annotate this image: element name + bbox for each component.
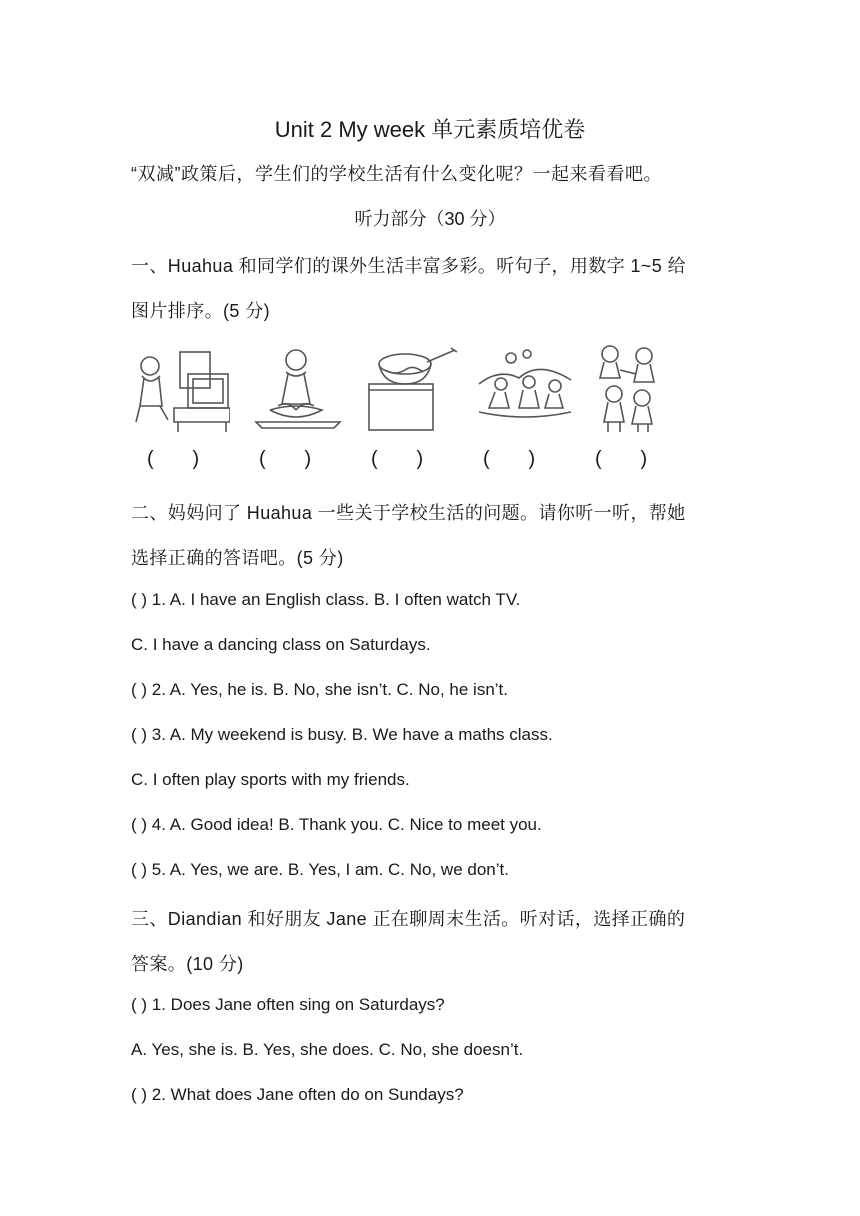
section2-question-2: ( ) 2. A. Yes, he is. B. No, she isn’t. C. No, he isn’t. — [131, 680, 509, 699]
answer-blank-2[interactable]: ( ) — [259, 448, 312, 470]
section2-question-1-option-c: C. I have a dancing class on Saturdays. — [131, 635, 431, 654]
section1-heading-line1: 一、Huahua 和同学们的课外生活丰富多彩。听句子，用数字 1~5 给 — [131, 256, 686, 276]
section2-heading-line1: 二、妈妈问了 Huahua 一些关于学校生活的问题。请你听一听，帮她 — [131, 503, 686, 523]
section2-question-4: ( ) 4. A. Good idea! B. Thank you. C. Nice to meet you. — [131, 815, 542, 834]
section2-question-3: ( ) 3. A. My weekend is busy. B. We have a maths class. — [131, 725, 553, 744]
section2-heading-line2: 选择正确的答语吧。(5 分) — [131, 548, 344, 568]
page-title: Unit 2 My week 单元素质培优卷 — [274, 117, 586, 142]
answer-blank-3[interactable]: ( ) — [371, 448, 424, 470]
section1-heading-line2: 图片排序。(5 分) — [131, 301, 270, 321]
answer-blank-1[interactable]: ( ) — [147, 448, 200, 470]
answer-blank-4[interactable]: ( ) — [483, 448, 536, 470]
section2-question-3-option-c: C. I often play sports with my friends. — [131, 770, 410, 789]
girl-watching-tv-picture — [130, 344, 230, 436]
section3-heading-line1: 三、Diandian 和好朋友 Jane 正在聊周末生活。听对话，选择正确的 — [131, 909, 686, 929]
girl-washing-picture — [248, 344, 348, 436]
section3-question-1-options: A. Yes, she is. B. Yes, she does. C. No, she doesn’t. — [131, 1040, 524, 1059]
answer-blank-5[interactable]: ( ) — [595, 448, 648, 470]
intro-text: “双减”政策后，学生们的学校生活有什么变化呢？一起来看看吧。 — [131, 164, 662, 184]
section2-question-5: ( ) 5. A. Yes, we are. B. Yes, I am. C. No, we don’t. — [131, 860, 509, 879]
cooking-pot-picture — [365, 344, 465, 436]
picture-row — [130, 344, 690, 436]
section3-question-2: ( ) 2. What does Jane often do on Sundays? — [131, 1085, 464, 1104]
section3-heading-line2: 答案。(10 分) — [131, 954, 244, 974]
listening-part-heading: 听力部分（30 分） — [354, 209, 506, 229]
section3-question-1: ( ) 1. Does Jane often sing on Saturdays? — [131, 995, 445, 1014]
children-playing-picture — [475, 344, 575, 436]
children-dancing-picture — [590, 344, 690, 436]
section2-question-1: ( ) 1. A. I have an English class. B. I often watch TV. — [131, 590, 521, 609]
